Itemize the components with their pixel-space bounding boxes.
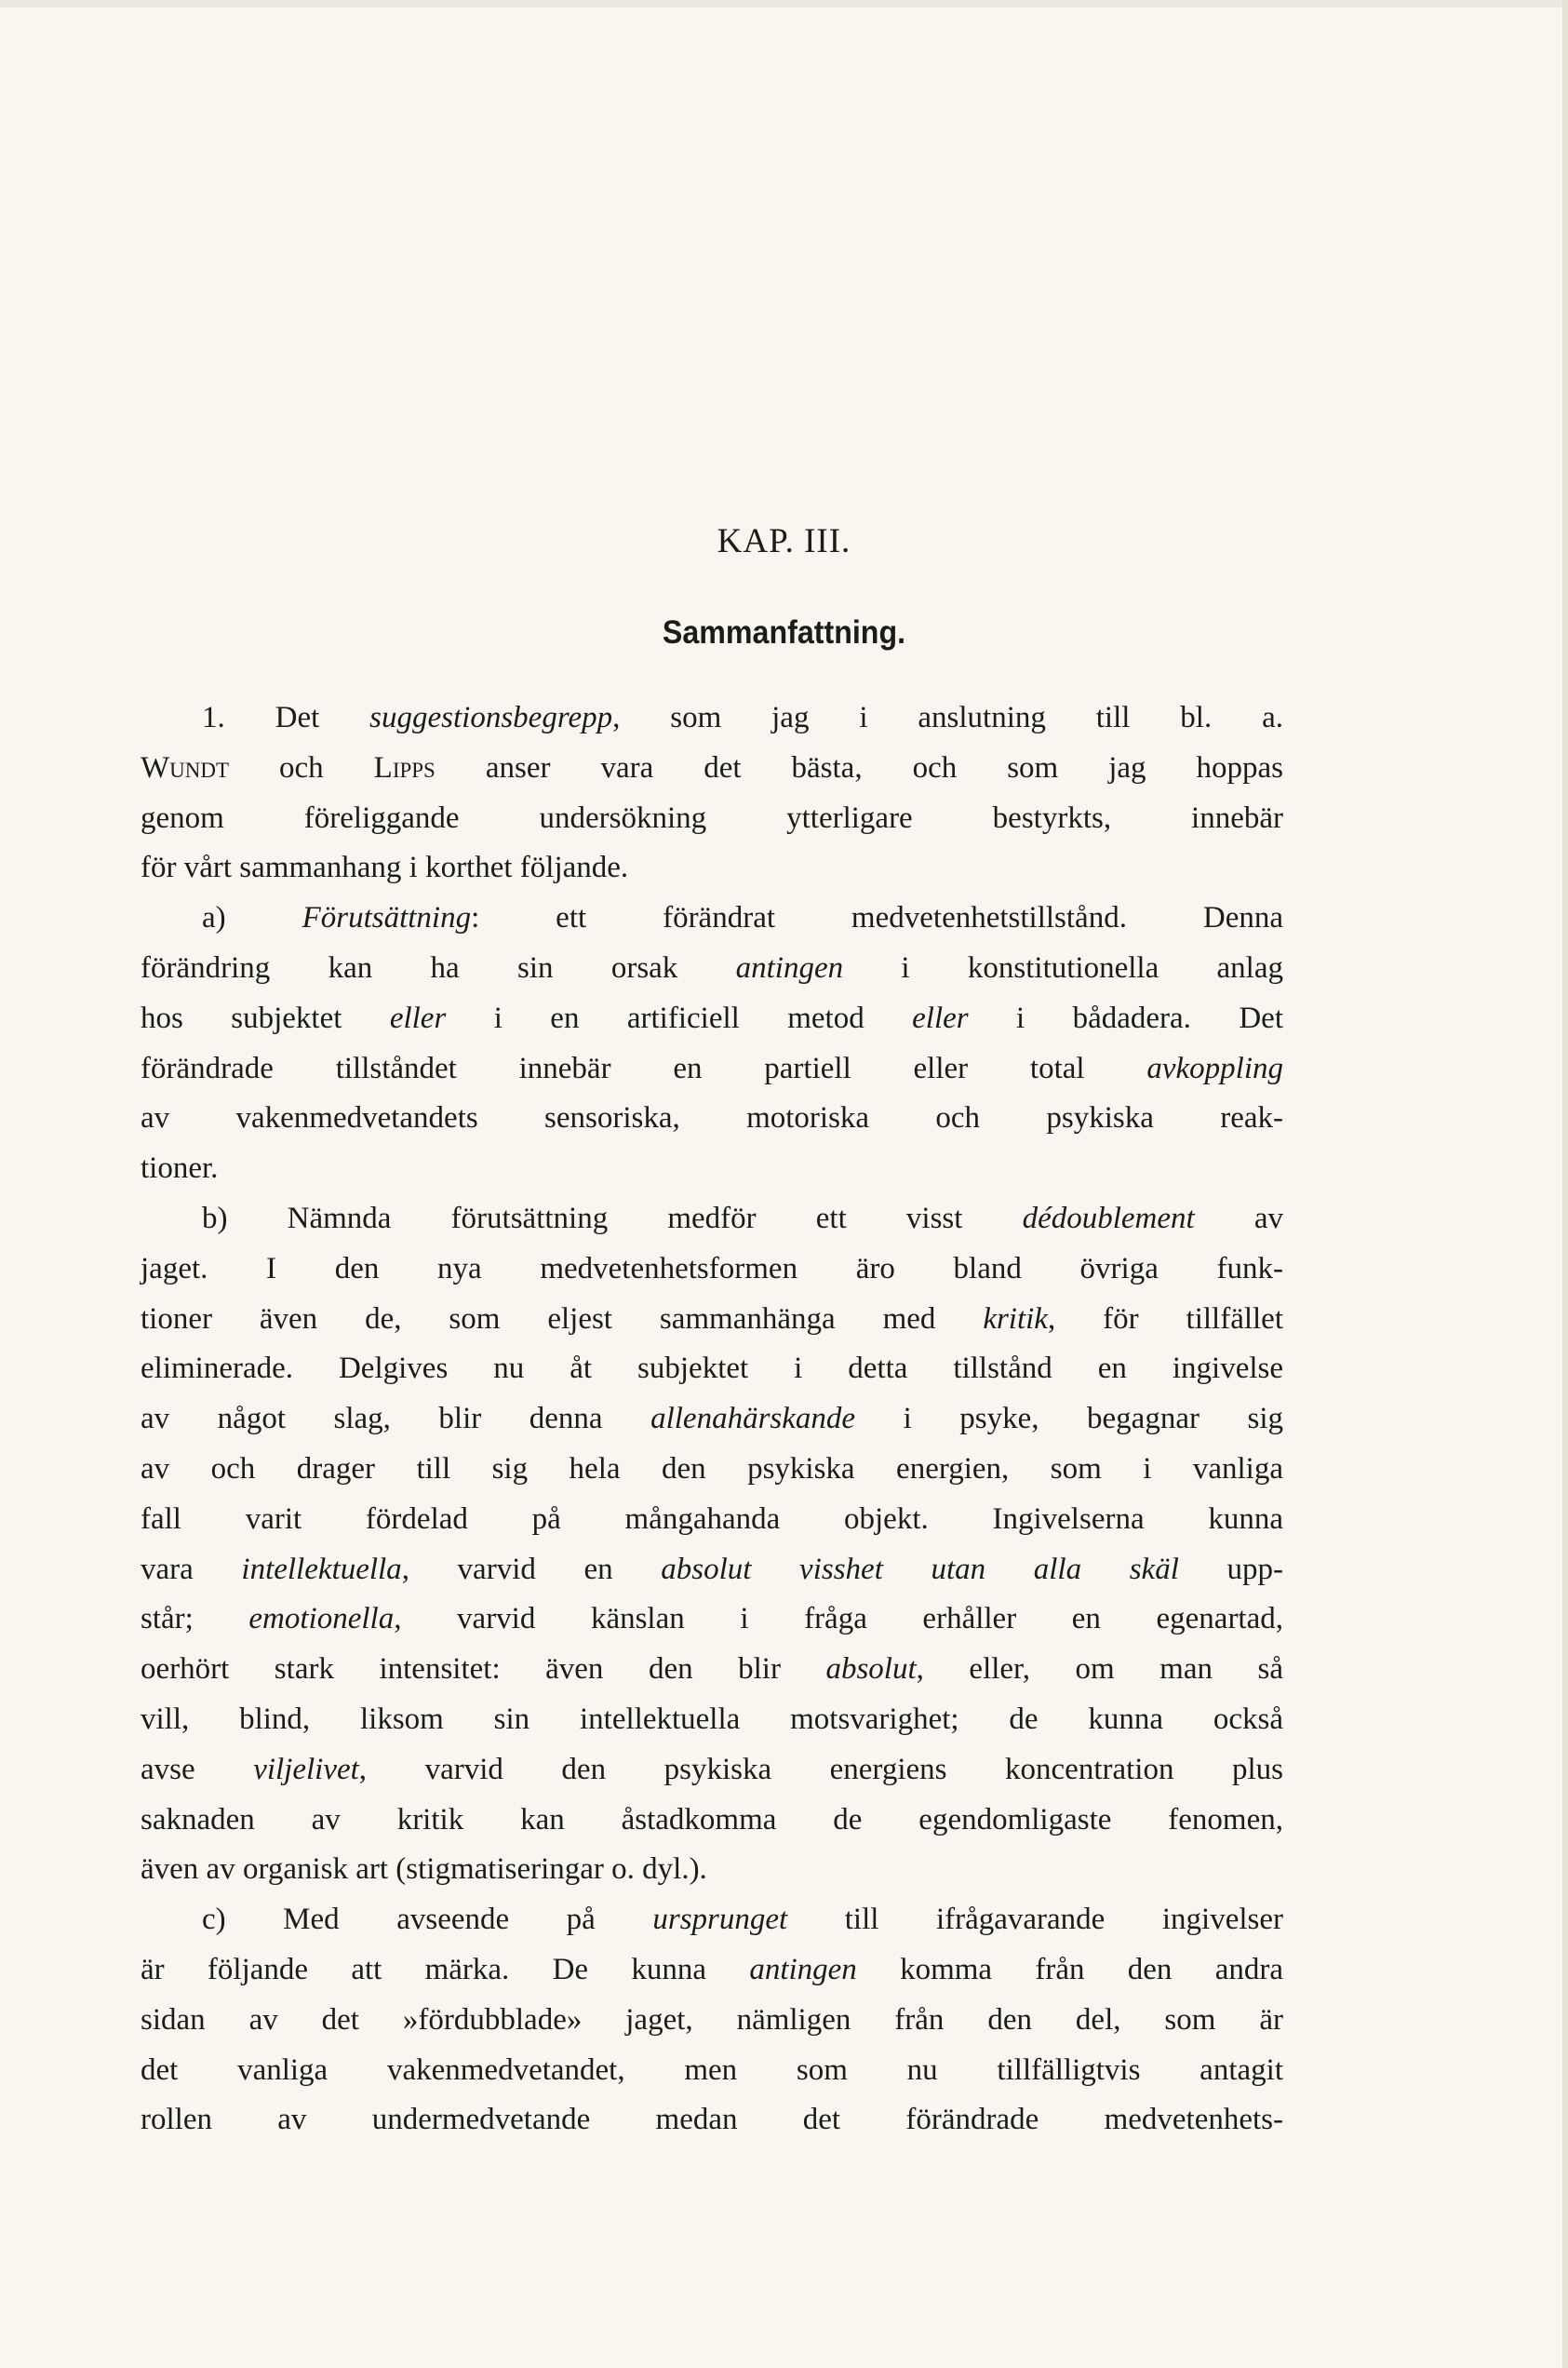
text-line [141, 2095, 1283, 2146]
text-segment: upp- [1178, 1552, 1283, 1586]
text-segment: anser vara det bästa, och som jag hoppas [435, 750, 1283, 785]
text-line [141, 2046, 1283, 2096]
page-right-edge [1562, 0, 1568, 2368]
text-segment: rollen av undermedvetande medan det förändrade medvetenhets- [141, 2103, 1283, 2137]
text-segment: hos subjektet [141, 1001, 390, 1035]
text-line [141, 944, 1283, 994]
text-segment: saknaden av kritik kan åstadkomma de egendomligaste fenomen, [141, 1802, 1283, 1837]
text-segment: c) Med avseende på [202, 1903, 653, 1937]
italic-text: eller [912, 1001, 969, 1035]
text-line [141, 794, 1283, 844]
section-title: Sammanfattning. [662, 614, 906, 651]
text-segment: genom föreliggande undersökning ytterligare bestyrkts, innebär [141, 801, 1283, 835]
italic-text: antingen [735, 950, 844, 985]
text-line [141, 1594, 1283, 1645]
text-line [141, 1945, 1283, 1996]
text-segment: även av organisk art (stigmatiseringar o. dyl.). [141, 1852, 707, 1887]
text-line [141, 1545, 1283, 1595]
text-line [141, 1094, 1283, 1144]
text-segment: i konstitutionella anlag [843, 950, 1283, 985]
text-segment: förändring kan ha sin orsak [141, 950, 736, 985]
text-segment: av vakenmedvetandets sensoriska, motoriska och psykiska reak- [141, 1101, 1283, 1136]
italic-text: suggestionsbegrepp [369, 701, 613, 734]
text-segment: a) [202, 901, 302, 935]
text-line [141, 744, 1283, 794]
text-segment: fall varit fördelad på mångahanda objekt. Ingivelserna kunna [141, 1501, 1283, 1536]
text-segment: för vårt sammanhang i korthet följande. [141, 851, 629, 885]
text-segment: , varvid en [401, 1552, 662, 1586]
text-segment: avse [141, 1752, 254, 1786]
italic-text: intellektuella [241, 1552, 402, 1586]
text-line [141, 1695, 1283, 1745]
text-segment: det vanliga vakenmedvetandet, men som nu tillfälligtvis antagit [141, 2052, 1283, 2087]
text-segment: oerhört stark intensitet: även den blir [141, 1652, 826, 1687]
text-line [141, 1895, 1283, 1945]
text-segment: av och drager till sig hela den psykiska energien, som i vanliga [141, 1451, 1283, 1486]
text-line [141, 1194, 1283, 1245]
text-line [141, 693, 1283, 744]
text-line [141, 1645, 1283, 1695]
text-segment: tioner även de, som eljest sammanhänga med [141, 1301, 984, 1336]
italic-text: absolut visshet utan alla skäl [661, 1552, 1179, 1586]
text-line [141, 1044, 1283, 1095]
text-segment: står; [141, 1602, 249, 1636]
text-segment: : ett förändrat medvetenhetstillstånd. Denna [471, 901, 1283, 935]
text-line [141, 1445, 1283, 1495]
text-line [141, 1394, 1283, 1445]
italic-text: viljelivet [253, 1752, 359, 1786]
text-segment: , varvid känslan i fråga erhåller en egenartad, [394, 1602, 1283, 1636]
text-segment: av något slag, blir denna [141, 1402, 651, 1436]
text-line [141, 1245, 1283, 1295]
text-segment: sidan av det »fördubblade» jaget, nämligen från den del, som är [141, 2002, 1283, 2037]
small-caps-name: Lipps [373, 750, 436, 785]
text-segment: jaget. I den nya medvetenhetsformen äro bland övriga funk- [141, 1251, 1283, 1285]
text-segment: 1. Det [202, 701, 370, 734]
italic-text: avkoppling [1146, 1051, 1283, 1085]
text-segment: och [229, 750, 374, 785]
text-line [141, 1796, 1283, 1846]
text-segment: är följande att märka. De kunna [141, 1952, 750, 1986]
italic-text: antingen [749, 1952, 857, 1986]
text-segment: b) Nämnda förutsättning medför ett visst [202, 1201, 1023, 1235]
italic-text: dédoublement [1022, 1201, 1195, 1235]
text-segment: , för tillfället [1047, 1301, 1283, 1336]
text-segment: eliminerade. Delgives nu åt subjektet i detta tillstånd en ingivelse [141, 1352, 1283, 1386]
italic-text: Förutsättning [302, 901, 472, 935]
small-caps-name: Wundt [141, 750, 230, 785]
italic-text: eller [389, 1001, 447, 1035]
text-segment: komma från den andra [856, 1952, 1283, 1986]
italic-text: kritik [983, 1301, 1048, 1336]
text-segment: , varvid den psykiska energiens koncentration plus [358, 1752, 1284, 1786]
text-segment: , som jag i anslutning till bl. a. [612, 701, 1283, 734]
text-line [141, 1144, 1283, 1194]
text-line [141, 1845, 1283, 1895]
italic-text: allenahärskande [650, 1402, 856, 1436]
text-line [141, 843, 1283, 894]
text-line [141, 1996, 1283, 2046]
text-segment: i en artificiell metod [446, 1001, 913, 1035]
text-segment: förändrade tillståndet innebär en partiell eller total [141, 1051, 1147, 1085]
text-line [141, 894, 1283, 944]
text-line [141, 1495, 1283, 1545]
italic-text: ursprunget [652, 1903, 788, 1937]
italic-text: emotionella [248, 1602, 395, 1636]
text-segment: av [1194, 1201, 1283, 1235]
text-line [141, 1295, 1283, 1345]
italic-text: absolut [825, 1652, 917, 1687]
text-segment: i bådadera. Det [968, 1001, 1283, 1035]
text-segment: till ifrågavarande ingivelser [787, 1903, 1283, 1937]
text-segment: vara [141, 1552, 242, 1586]
text-segment: vill, blind, liksom sin intellektuella motsvarighet; de kunna också [141, 1702, 1283, 1736]
page-top-edge [0, 0, 1568, 7]
chapter-heading: KAP. III. [717, 522, 851, 560]
text-segment: tioner. [141, 1151, 219, 1186]
text-line [141, 1745, 1283, 1796]
text-segment: i psyke, begagnar sig [855, 1402, 1283, 1436]
body-text [141, 693, 1283, 2146]
text-line [141, 1344, 1283, 1394]
text-segment: , eller, om man så [916, 1652, 1283, 1687]
text-line [141, 994, 1283, 1044]
